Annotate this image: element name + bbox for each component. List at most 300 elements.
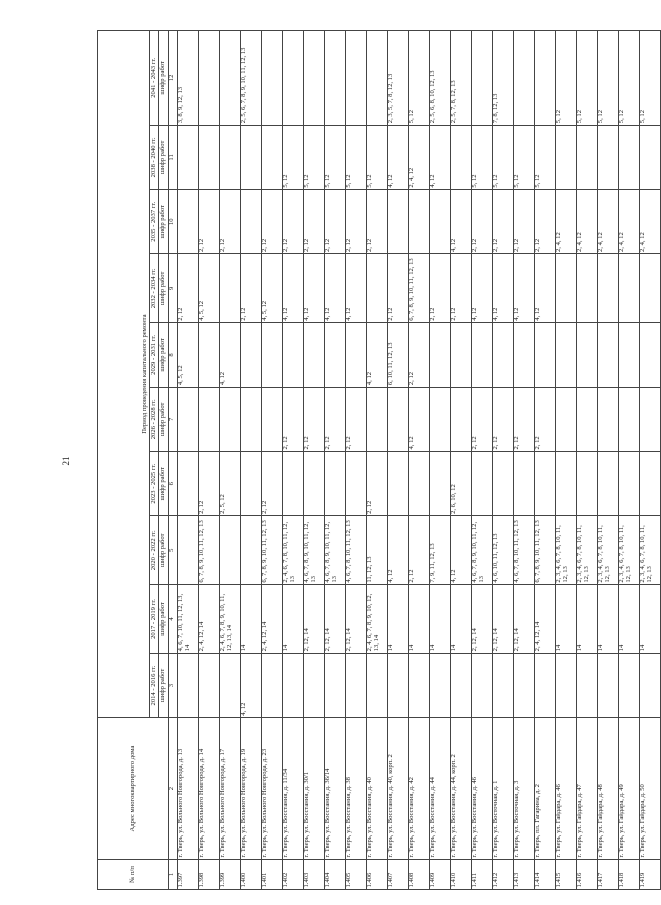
work-code-cell: 14: [429, 585, 450, 654]
work-code-cell: 2, 6, 10, 12: [450, 452, 471, 516]
work-code-cell: [282, 452, 303, 516]
work-code-cell: 2, 4, 12, 14: [198, 585, 219, 654]
work-code-cell: [492, 452, 513, 516]
column-number-row: [168, 31, 177, 890]
row-address: г. Тверь, ул. Восстания, д. 40, корп. 2: [387, 718, 408, 860]
work-code-cell: [345, 31, 366, 126]
work-code-cell: [450, 125, 471, 189]
work-code-cell: 2, 3, 4, 6, 7, 8, 10, 11, 12, 13: [576, 516, 597, 585]
period-header: 2035 - 2037 гг.: [150, 190, 159, 254]
work-code-cell: [303, 452, 324, 516]
work-code-cell: 14: [618, 585, 639, 654]
work-code-cell: 2, 12: [429, 254, 450, 323]
row-address: г. Тверь, ул. Восстания, д. 46: [471, 718, 492, 860]
work-code-cell: 4, 12: [303, 254, 324, 323]
period-header: 2014 - 2016 гг.: [150, 653, 159, 717]
work-code-cell: [639, 125, 660, 189]
work-code-cell: [219, 125, 240, 189]
work-code-cell: 14: [576, 585, 597, 654]
column-number: 10: [168, 190, 177, 254]
work-code-cell: 2, 12, 14: [303, 585, 324, 654]
table-header: [98, 31, 178, 890]
work-code-cell: 2, 12: [282, 190, 303, 254]
work-code-cell: [429, 452, 450, 516]
work-code-cell: 5, 12: [324, 125, 345, 189]
row-address: г. Тверь, ул. Восстания, д. 42: [408, 718, 429, 860]
work-code-cell: [219, 653, 240, 717]
work-code-cell: 2, 12: [303, 387, 324, 451]
work-code-cell: 2, 12: [198, 452, 219, 516]
work-code-cell: [618, 125, 639, 189]
work-code-cell: [345, 653, 366, 717]
work-code-cell: [408, 653, 429, 717]
work-code-cell: 5, 12: [534, 125, 555, 189]
work-code-cell: [576, 323, 597, 387]
work-code-cell: [240, 387, 261, 451]
work-code-header: шифр работ: [158, 452, 168, 516]
work-code-cell: 2, 5, 6, 7, 8, 9, 10, 11, 12, 13: [240, 31, 261, 126]
work-code-cell: 2, 4, 12: [576, 190, 597, 254]
work-code-cell: 6, 10, 11, 12, 13: [387, 323, 408, 387]
work-code-cell: [261, 323, 282, 387]
work-code-cell: [177, 190, 198, 254]
work-code-header: шифр работ: [158, 585, 168, 654]
work-code-cell: 2, 12: [345, 190, 366, 254]
work-code-cell: 5, 12: [618, 31, 639, 126]
column-number: 2: [168, 718, 177, 860]
work-code-cell: [387, 387, 408, 451]
row-number: 1.405: [345, 859, 366, 889]
work-code-cell: [576, 254, 597, 323]
work-code-cell: 14: [555, 585, 576, 654]
work-code-cell: [261, 653, 282, 717]
work-code-cell: 2, 12: [219, 190, 240, 254]
work-code-cell: 5, 12: [513, 125, 534, 189]
work-code-cell: [324, 323, 345, 387]
row-number: 1.417: [597, 859, 618, 889]
row-number: 1.403: [303, 859, 324, 889]
work-code-cell: 2, 12: [324, 387, 345, 451]
period-header: 2017 - 2019 гг.: [150, 585, 159, 654]
work-code-cell: [534, 452, 555, 516]
work-code-cell: [219, 254, 240, 323]
work-code-cell: [345, 452, 366, 516]
table-row: [366, 31, 387, 890]
work-code-cell: [282, 31, 303, 126]
work-code-cell: 4, 6, 7, 8, 10, 11, 12, 13: [513, 516, 534, 585]
work-code-cell: [429, 323, 450, 387]
work-code-cell: 2, 12, 14: [513, 585, 534, 654]
work-code-cell: 2, 4, 12: [639, 190, 660, 254]
work-code-cell: [366, 387, 387, 451]
work-code-cell: 4, 5, 12: [177, 323, 198, 387]
work-code-cell: [366, 31, 387, 126]
work-code-cell: [219, 516, 240, 585]
work-code-cell: [261, 31, 282, 126]
work-code-cell: 4, 12: [387, 125, 408, 189]
column-number: 12: [168, 31, 177, 126]
work-code-cell: [429, 190, 450, 254]
work-code-cell: 4, 6, 10, 11, 12, 13: [492, 516, 513, 585]
work-code-header: шифр работ: [158, 31, 168, 126]
address-header: Адрес многоквартирного дома: [98, 718, 169, 860]
work-code-cell: 2, 12, 14: [492, 585, 513, 654]
work-code-cell: 6, 7, 8, 9, 10, 11, 12, 13: [408, 254, 429, 323]
work-code-cell: [303, 653, 324, 717]
table-row: [219, 31, 240, 890]
work-code-header: шифр работ: [158, 387, 168, 451]
work-code-cell: [471, 653, 492, 717]
work-code-cell: 2, 4, 6, 7, 8, 10, 11, 12, 13: [282, 516, 303, 585]
column-number: 1: [168, 859, 177, 889]
row-address: г. Тверь, ул. Гайдара, д. 50: [639, 718, 660, 860]
work-code-cell: 2, 4, 6, 7, 8, 9, 10, 11, 12, 13, 14: [219, 585, 240, 654]
work-code-cell: 5, 12: [345, 125, 366, 189]
work-code-cell: 2, 12: [198, 190, 219, 254]
work-code-cell: [555, 323, 576, 387]
work-code-cell: [219, 31, 240, 126]
table-row: [471, 31, 492, 890]
work-code-cell: [618, 323, 639, 387]
table-row: [324, 31, 345, 890]
num-header: № п/п: [98, 859, 169, 889]
table-row: [576, 31, 597, 890]
work-code-cell: 2, 12: [492, 387, 513, 451]
column-number: 9: [168, 254, 177, 323]
work-code-cell: [513, 653, 534, 717]
column-number: 4: [168, 585, 177, 654]
work-code-cell: 2, 3, 4, 6, 7, 8, 10, 11, 12, 13: [555, 516, 576, 585]
work-code-cell: [597, 452, 618, 516]
work-code-cell: [597, 653, 618, 717]
work-code-cell: [597, 323, 618, 387]
work-code-cell: 7, 8, 12, 13: [492, 31, 513, 126]
work-code-cell: [639, 653, 660, 717]
work-code-cell: 5, 12: [597, 31, 618, 126]
table-row: [303, 31, 324, 890]
table-row: [450, 31, 471, 890]
work-code-header: шифр работ: [158, 516, 168, 585]
work-code-cell: [324, 452, 345, 516]
work-code-cell: 4, 5, 12: [198, 254, 219, 323]
work-code-cell: [576, 653, 597, 717]
work-code-cell: 2, 4, 12: [597, 190, 618, 254]
work-code-cell: 6, 7, 8, 9, 10, 11, 12, 13: [534, 516, 555, 585]
work-code-cell: 2, 12: [261, 190, 282, 254]
table-row: [408, 31, 429, 890]
work-code-cell: 5, 12: [303, 125, 324, 189]
table-row: [240, 31, 261, 890]
work-code-cell: [639, 323, 660, 387]
row-address: г. Тверь, ул. Вольного Новгорода, д. 23: [261, 718, 282, 860]
work-code-cell: 4, 12: [450, 190, 471, 254]
period-header: 2041 - 2043 гг.: [150, 31, 159, 126]
row-number: 1.409: [429, 859, 450, 889]
row-number: 1.404: [324, 859, 345, 889]
work-code-cell: 4, 6, 7, 8, 9, 10, 11, 12, 13: [471, 516, 492, 585]
table-row: [639, 31, 660, 890]
row-number: 1.411: [471, 859, 492, 889]
work-code-cell: [618, 452, 639, 516]
row-number: 1.408: [408, 859, 429, 889]
work-code-cell: 2, 12: [345, 387, 366, 451]
work-code-cell: [492, 653, 513, 717]
row-number: 1.415: [555, 859, 576, 889]
work-code-cell: 4, 6, 7, 8, 10, 11, 12, 13: [345, 516, 366, 585]
work-code-cell: 6, 7, 8, 9, 10, 11, 12, 13: [261, 516, 282, 585]
row-address: г. Тверь, ул. Гайдара, д. 49: [618, 718, 639, 860]
work-code-cell: [366, 653, 387, 717]
row-address: г. Тверь, ул. Гайдара, д. 48: [597, 718, 618, 860]
work-code-cell: [429, 387, 450, 451]
work-code-cell: 14: [597, 585, 618, 654]
row-number: 1.401: [261, 859, 282, 889]
work-code-cell: [240, 190, 261, 254]
work-code-cell: 5, 12: [639, 31, 660, 126]
work-code-cell: [324, 653, 345, 717]
work-code-cell: 5, 12: [282, 125, 303, 189]
work-code-cell: 2, 3, 5, 7, 8, 12, 13: [387, 31, 408, 126]
table-row: [618, 31, 639, 890]
work-code-cell: 5, 12: [408, 31, 429, 126]
work-code-cell: 2, 12: [471, 387, 492, 451]
work-code-cell: [240, 323, 261, 387]
table-row: [492, 31, 513, 890]
work-code-cell: 2, 12: [513, 190, 534, 254]
row-number: 1.410: [450, 859, 471, 889]
row-number: 1.402: [282, 859, 303, 889]
work-code-cell: 2, 5, 12: [219, 452, 240, 516]
work-code-cell: [597, 387, 618, 451]
row-address: г. Тверь, ул. Восстания, д. 36/14: [324, 718, 345, 860]
work-code-cell: 2, 4, 12: [555, 190, 576, 254]
row-number: 1.413: [513, 859, 534, 889]
header-row: [98, 31, 150, 890]
column-number: 5: [168, 516, 177, 585]
row-number: 1.406: [366, 859, 387, 889]
work-code-cell: 2, 12, 14: [471, 585, 492, 654]
page-number: 21: [61, 456, 71, 466]
row-address: г. Тверь, пл. Гагарина, д. 2: [534, 718, 555, 860]
row-address: г. Тверь, ул. Гайдара, д. 47: [576, 718, 597, 860]
work-code-cell: 4, 12: [282, 254, 303, 323]
work-code-cell: 2, 12: [534, 190, 555, 254]
work-code-cell: [282, 323, 303, 387]
work-code-cell: 4, 12: [345, 254, 366, 323]
column-number: 6: [168, 452, 177, 516]
work-code-cell: [387, 653, 408, 717]
work-code-cell: 2, 4, 12: [618, 190, 639, 254]
table-row: [429, 31, 450, 890]
work-code-cell: [513, 31, 534, 126]
work-code-cell: [177, 452, 198, 516]
work-code-cell: 14: [639, 585, 660, 654]
work-code-cell: 5, 12: [366, 125, 387, 189]
work-code-cell: 4, 12: [408, 387, 429, 451]
table-row: [387, 31, 408, 890]
row-address: г. Тверь, ул. Вольного Новгорода, д. 17: [219, 718, 240, 860]
work-code-cell: 5, 12: [492, 125, 513, 189]
period-header: 2020 - 2022 гг.: [150, 516, 159, 585]
work-code-cell: 2, 12: [366, 452, 387, 516]
work-code-cell: 4, 12: [387, 516, 408, 585]
work-code-cell: [576, 452, 597, 516]
row-address: г. Тверь, ул. Вольного Новгорода, д. 19: [240, 718, 261, 860]
work-code-cell: 4, 6, 7, 8, 9, 10, 11, 12, 13: [303, 516, 324, 585]
work-code-cell: 14: [387, 585, 408, 654]
work-code-cell: [240, 516, 261, 585]
work-code-cell: [198, 31, 219, 126]
work-code-cell: 4, 12: [240, 653, 261, 717]
row-address: г. Тверь, ул. Восстания, д. 38: [345, 718, 366, 860]
table-row: [177, 31, 198, 890]
row-address: г. Тверь, ул. Вольного Новгорода, д. 14: [198, 718, 219, 860]
work-code-cell: [534, 323, 555, 387]
work-code-cell: [618, 653, 639, 717]
work-code-cell: 11, 12, 13: [366, 516, 387, 585]
column-number: 7: [168, 387, 177, 451]
table-row: [555, 31, 576, 890]
period-group-header: Период проведения капитального ремонта: [98, 31, 150, 718]
period-header: 2023 - 2025 гг.: [150, 452, 159, 516]
column-number: 11: [168, 125, 177, 189]
row-number: 1.414: [534, 859, 555, 889]
work-code-cell: [429, 653, 450, 717]
work-code-cell: [618, 254, 639, 323]
work-code-cell: 4, 12: [366, 323, 387, 387]
work-code-cell: 4, 6, 7, 8, 9, 10, 11, 12, 13: [324, 516, 345, 585]
work-code-cell: [450, 653, 471, 717]
work-code-cell: 2, 12: [366, 190, 387, 254]
row-number: 1.418: [618, 859, 639, 889]
work-code-cell: [492, 323, 513, 387]
work-code-cell: 2, 12: [240, 254, 261, 323]
work-code-cell: 2, 12: [282, 387, 303, 451]
work-code-cell: 2, 4, 12, 14: [534, 585, 555, 654]
work-code-cell: 2, 4, 12, 14: [261, 585, 282, 654]
work-code-cell: [639, 387, 660, 451]
work-code-cell: 2, 5, 6, 8, 10, 12, 13: [429, 31, 450, 126]
work-code-cell: [261, 387, 282, 451]
work-code-cell: [576, 125, 597, 189]
period-header: 2026 - 2028 гг.: [150, 387, 159, 451]
work-code-cell: [639, 452, 660, 516]
work-code-cell: 7, 9, 11, 12, 13: [429, 516, 450, 585]
rotated-sheet: [97, 30, 654, 890]
period-header: 2038 - 2040 гг.: [150, 125, 159, 189]
work-code-cell: [618, 387, 639, 451]
work-code-cell: [303, 31, 324, 126]
work-code-cell: 2, 3, 4, 6, 7, 8, 10, 11, 12, 13: [597, 516, 618, 585]
work-code-cell: [177, 125, 198, 189]
work-code-cell: [555, 452, 576, 516]
work-code-cell: 2, 12: [303, 190, 324, 254]
work-code-cell: 4, 12: [513, 254, 534, 323]
row-number: 1.400: [240, 859, 261, 889]
work-code-cell: [387, 190, 408, 254]
work-code-cell: 2, 12: [387, 254, 408, 323]
table-row: [261, 31, 282, 890]
work-code-cell: [534, 653, 555, 717]
work-code-cell: 2, 12: [408, 323, 429, 387]
work-code-cell: 2, 4, 12: [408, 125, 429, 189]
work-code-cell: [576, 387, 597, 451]
work-code-cell: [555, 254, 576, 323]
work-code-cell: 2, 12: [492, 190, 513, 254]
work-code-cell: 2, 12: [471, 190, 492, 254]
row-address: г. Тверь, ул. Вольного Новгорода, д. 13: [177, 718, 198, 860]
work-code-cell: [177, 387, 198, 451]
row-number: 1.416: [576, 859, 597, 889]
work-code-cell: [261, 125, 282, 189]
work-code-cell: 2, 12: [450, 254, 471, 323]
work-code-cell: [324, 31, 345, 126]
row-number: 1.412: [492, 859, 513, 889]
work-code-cell: 2, 12: [513, 387, 534, 451]
work-code-cell: [639, 254, 660, 323]
work-code-cell: [198, 387, 219, 451]
period-header: 2032 - 2034 гг.: [150, 254, 159, 323]
table-row: [282, 31, 303, 890]
row-address: г. Тверь, ул. Восстания, д. 30/1: [303, 718, 324, 860]
work-code-cell: 2, 5, 7, 8, 12, 13: [450, 31, 471, 126]
work-code-cell: [597, 125, 618, 189]
row-address: г. Тверь, ул. Гайдара, д. 46: [555, 718, 576, 860]
work-code-cell: 2, 4, 6, 7, 8, 9, 10, 12, 13, 14: [366, 585, 387, 654]
work-code-cell: 4, 12: [219, 323, 240, 387]
column-number: 3: [168, 653, 177, 717]
work-code-cell: 6, 7, 8, 9, 10, 11, 12, 13: [198, 516, 219, 585]
table-row: [345, 31, 366, 890]
row-number: 1.399: [219, 859, 240, 889]
row-address: г. Тверь, ул. Восстания, д. 44, корп. 2: [450, 718, 471, 860]
work-code-cell: 4, 12: [324, 254, 345, 323]
work-code-cell: 14: [450, 585, 471, 654]
work-code-header: шифр работ: [158, 254, 168, 323]
work-code-cell: [555, 653, 576, 717]
work-code-cell: [450, 323, 471, 387]
work-code-cell: 14: [282, 585, 303, 654]
row-address: г. Тверь, ул. Восстания, д. 44: [429, 718, 450, 860]
work-code-cell: [555, 125, 576, 189]
work-code-cell: 2, 12: [261, 452, 282, 516]
table-row: [513, 31, 534, 890]
table-row: [198, 31, 219, 890]
work-code-cell: 2, 3, 4, 6, 7, 8, 10, 11, 12, 13: [639, 516, 660, 585]
column-number: 8: [168, 323, 177, 387]
work-code-cell: [513, 452, 534, 516]
work-code-cell: 5, 12: [471, 125, 492, 189]
work-code-cell: [450, 387, 471, 451]
work-code-cell: [387, 452, 408, 516]
work-code-cell: 2, 12: [324, 190, 345, 254]
row-number: 1.407: [387, 859, 408, 889]
work-code-cell: [597, 254, 618, 323]
work-code-cell: [471, 452, 492, 516]
work-code-cell: [240, 452, 261, 516]
work-code-cell: [303, 323, 324, 387]
work-code-header: шифр работ: [158, 190, 168, 254]
work-code-cell: 14: [408, 585, 429, 654]
work-code-cell: 4, 12: [450, 516, 471, 585]
work-code-cell: [177, 516, 198, 585]
row-address: г. Тверь, ул. Восточная, д. 1: [492, 718, 513, 860]
work-code-cell: [408, 190, 429, 254]
work-code-header: шифр работ: [158, 125, 168, 189]
work-code-cell: [219, 387, 240, 451]
row-address: г. Тверь, ул. Восточная, д. 3: [513, 718, 534, 860]
work-code-cell: 5, 12: [576, 31, 597, 126]
